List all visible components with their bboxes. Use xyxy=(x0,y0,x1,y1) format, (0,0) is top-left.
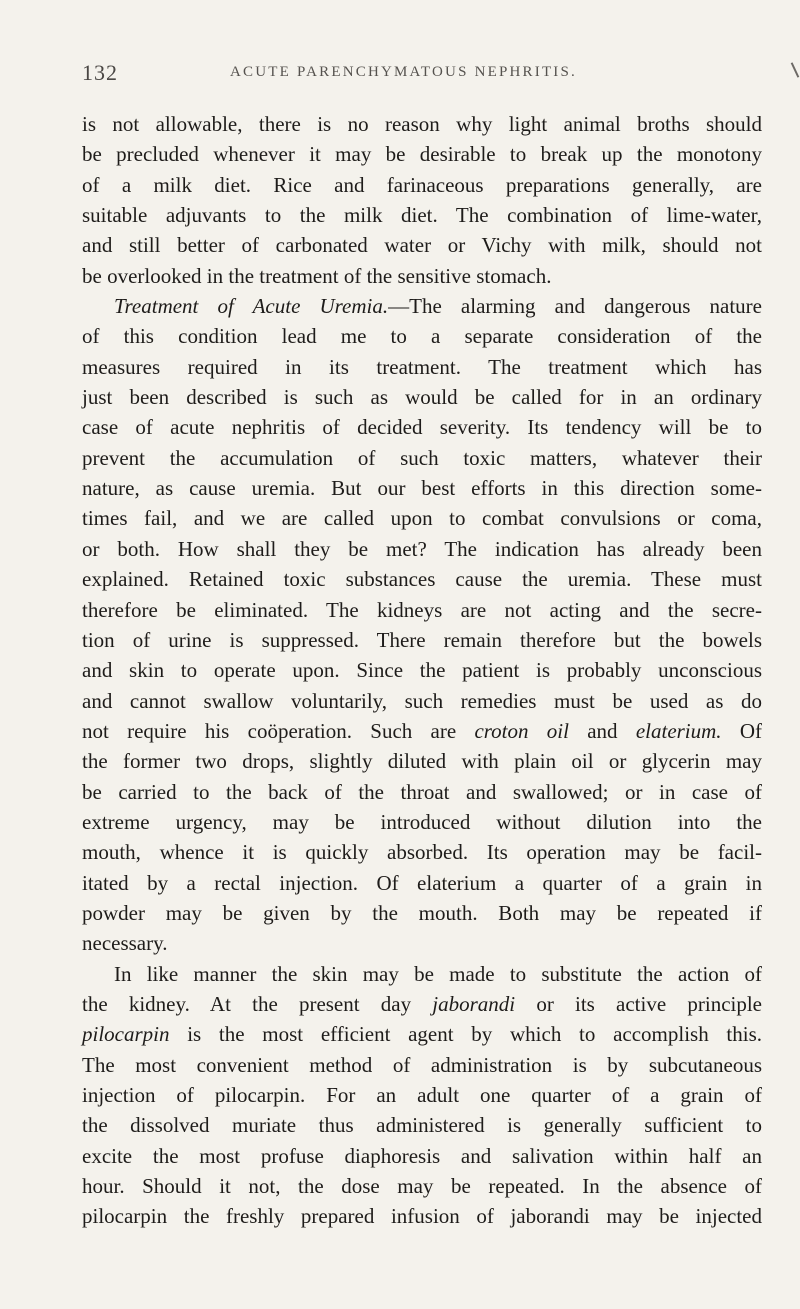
text-line: of a milk diet. Rice and farinaceous preparations generally, are xyxy=(82,172,762,197)
text-line xyxy=(82,989,762,1019)
text-line xyxy=(82,716,762,746)
text-line: mouth, whence it is quickly absorbed. Its operation may be facil- xyxy=(82,840,762,865)
text-line: the dissolved muriate thus administered is generally sufficient to xyxy=(82,1113,762,1138)
text-line: injection of pilocarpin. For an adult one quarter of a grain of xyxy=(82,1083,762,1107)
text-line: extreme urgency, may be introduced without dilution into the xyxy=(82,809,762,834)
text-line: be carried to the back of the throat and swallowed; or in case of xyxy=(82,779,762,804)
text-line: and still better of carbonated water or Vichy with milk, should not xyxy=(82,233,762,258)
italic-term: croton oil xyxy=(474,718,569,743)
italic-term: elaterium. xyxy=(635,718,722,743)
text-line: tion of urine is suppressed. There remain therefore but the bowels xyxy=(82,627,762,652)
text-segment: —The alarming and dangerous nature xyxy=(388,294,762,319)
text-line: measures required in its treatment. The treatment which has xyxy=(82,354,762,379)
running-title: ACUTE PARENCHYMATOUS NEPHRITIS. xyxy=(230,64,577,80)
text-segment: and xyxy=(568,718,636,743)
text-line: or both. How shall they be met? The indication has already been xyxy=(82,536,762,561)
text-line: explained. Retained toxic substances cause the uremia. These must xyxy=(82,567,762,592)
running-head xyxy=(82,60,742,84)
text-line: and skin to operate upon. Since the patient is probably unconscious xyxy=(82,658,762,683)
text-line: The most convenient method of administration is by subcutaneous xyxy=(82,1052,762,1077)
text-line xyxy=(82,291,762,321)
text-line: the former two drops, slightly diluted with plain oil or glycerin may xyxy=(82,749,762,774)
text-line: suitable adjuvants to the milk diet. The combination of lime-water, xyxy=(82,203,762,228)
section-heading: Treatment of Acute Uremia. xyxy=(114,294,389,319)
text-line: therefore be eliminated. The kidneys are not acting and the secre- xyxy=(82,597,762,622)
text-segment: not require his coöperation. Such are xyxy=(82,718,475,743)
italic-term: jaborandi xyxy=(432,991,516,1016)
text-line: times fail, and we are called upon to combat convulsions or coma, xyxy=(82,506,762,531)
text-line: excite the most profuse diaphoresis and salivation within half an xyxy=(82,1143,762,1168)
text-line: In like manner the skin may be made to substitute the action of xyxy=(114,961,762,986)
text-line: itated by a rectal injection. Of elaterium a quarter of a grain in xyxy=(82,870,762,895)
text-line: pilocarpin the freshly prepared infusion of jaborandi may be injected xyxy=(82,1204,762,1229)
text-line: and cannot swallow voluntarily, such remedies must be used as do xyxy=(82,688,762,713)
text-segment: Of xyxy=(721,718,762,743)
page-edge-mark xyxy=(791,62,800,77)
body-text xyxy=(82,109,762,1232)
text-line: hour. Should it not, the dose may be repeated. In the absence of xyxy=(82,1174,762,1199)
text-segment: or its active principle xyxy=(515,991,763,1016)
text-line: nature, as cause uremia. But our best efforts in this direction some- xyxy=(82,476,762,501)
text-line: prevent the accumulation of such toxic matters, whatever their xyxy=(82,445,762,470)
text-line: be overlooked in the treatment of the sensitive stomach. xyxy=(82,263,552,288)
text-line: is not allowable, there is no reason why light animal broths should xyxy=(82,112,762,136)
text-line: necessary. xyxy=(82,931,168,956)
page-number: 132 xyxy=(82,60,118,85)
text-line: powder may be given by the mouth. Both may be repeated if xyxy=(82,900,762,925)
text-segment: the kidney. At the present day xyxy=(82,991,433,1016)
text-line: just been described is such as would be called for in an ordinary xyxy=(82,385,762,410)
text-segment: is the most efficient agent by which to accomplish this. xyxy=(169,1022,762,1047)
text-line: of this condition lead me to a separate consideration of the xyxy=(82,324,762,349)
text-line xyxy=(82,1019,762,1049)
italic-term: pilocarpin xyxy=(82,1022,170,1047)
text-line: be precluded whenever it may be desirable to break up the monotony xyxy=(82,142,762,167)
text-line: case of acute nephritis of decided severity. Its tendency will be to xyxy=(82,415,762,440)
